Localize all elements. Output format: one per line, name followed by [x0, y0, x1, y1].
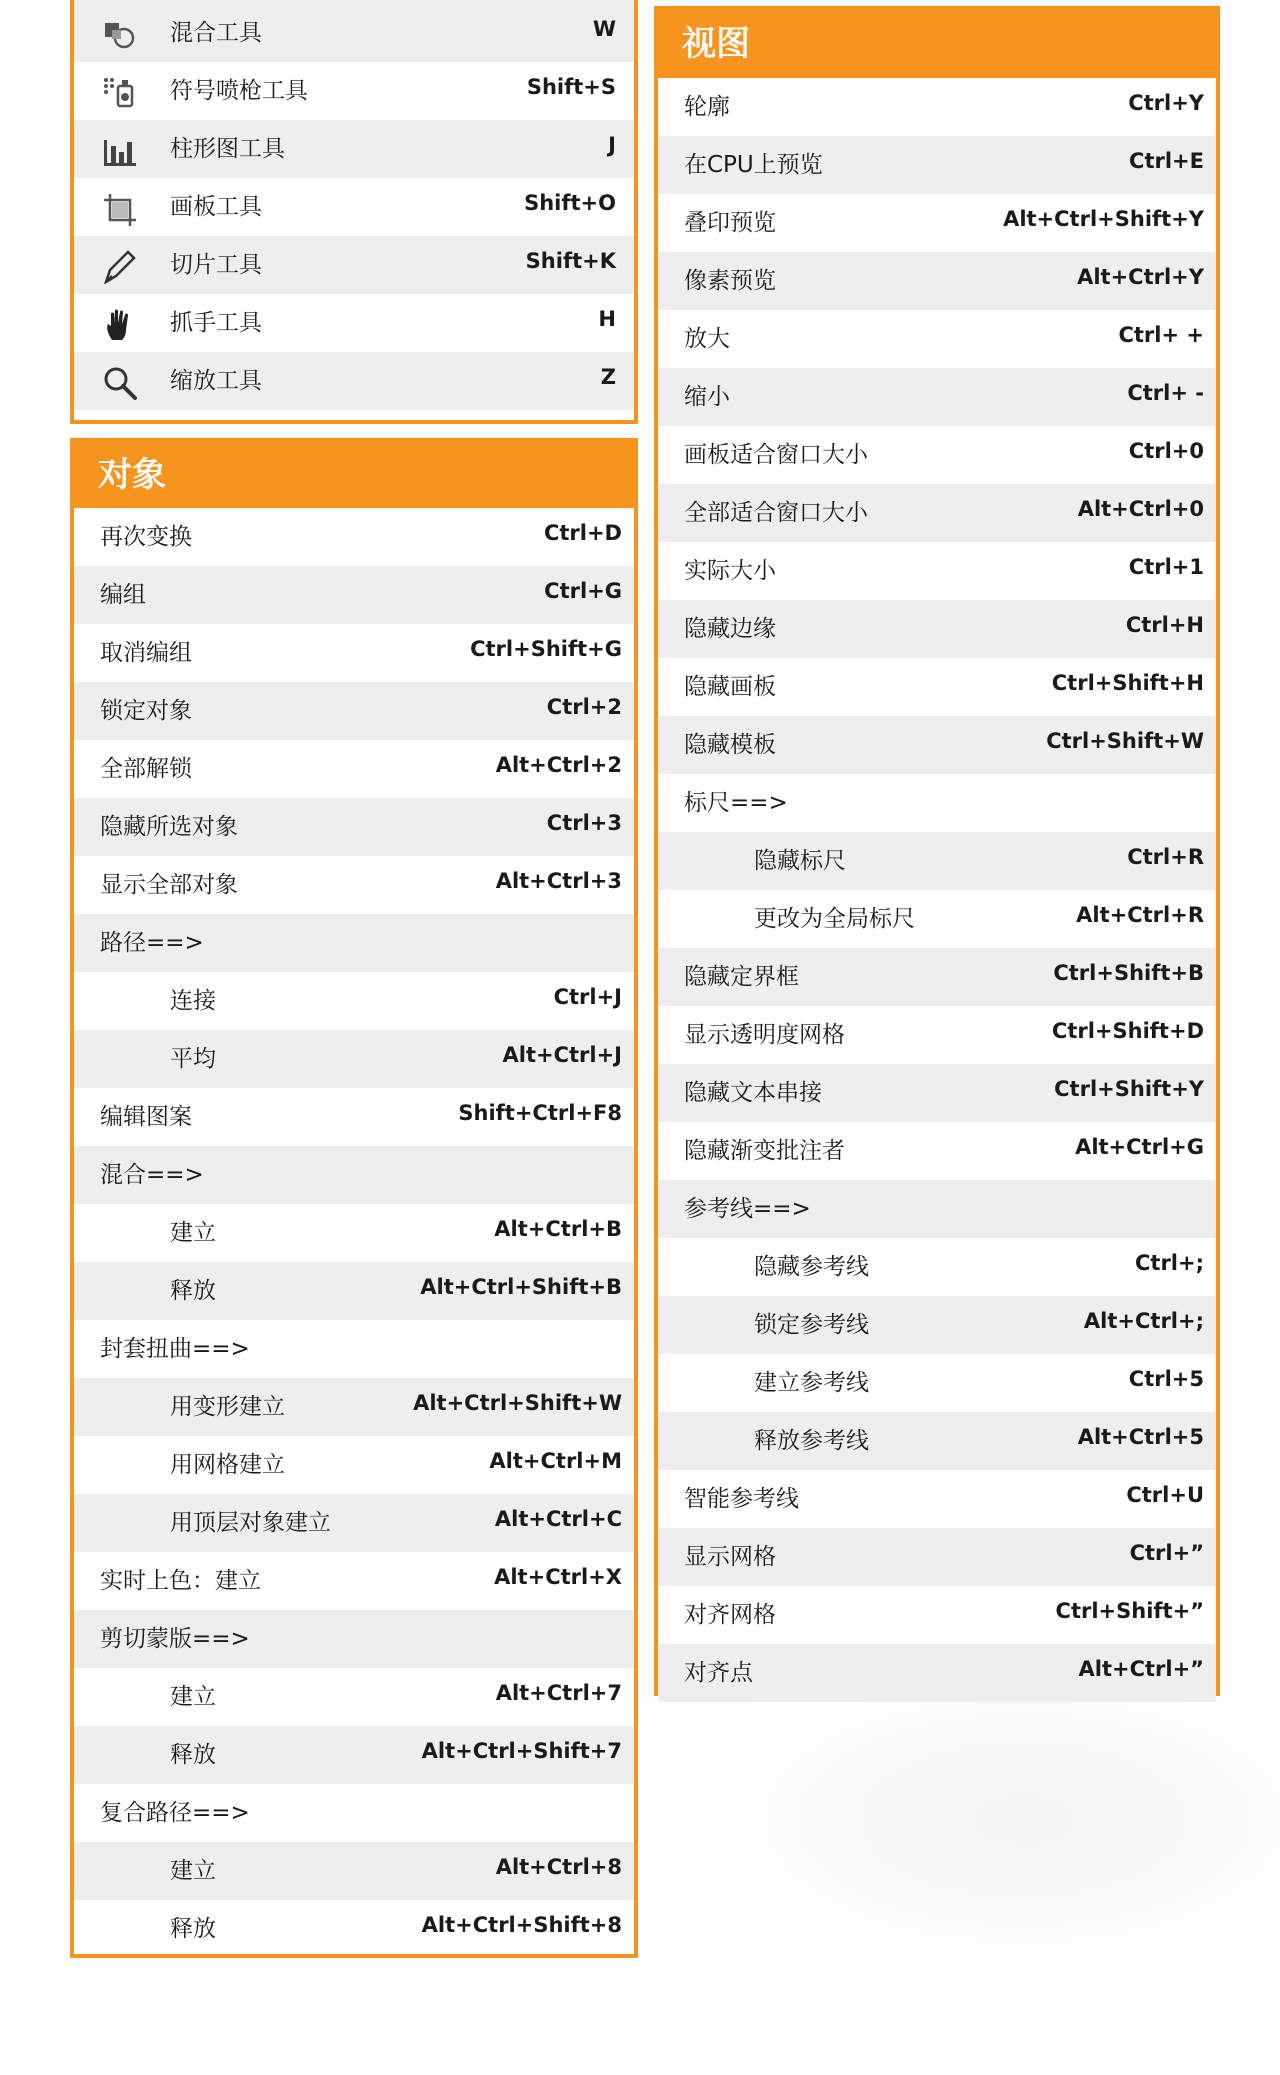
shortcut-key: Ctrl+Shift+D	[1051, 1019, 1204, 1043]
command-label: 显示网格	[684, 1544, 776, 1570]
shortcut-row	[658, 1064, 1216, 1122]
column-graph-icon	[102, 132, 138, 166]
command-label: 封套扭曲==>	[100, 1336, 250, 1362]
shortcut-key: J	[608, 133, 616, 157]
tool-label: 符号喷枪工具	[170, 78, 308, 104]
shortcut-row	[74, 1088, 634, 1146]
tool-label: 混合工具	[170, 20, 262, 46]
command-label: 隐藏边缘	[684, 616, 776, 642]
command-label: 实时上色：建立	[100, 1568, 261, 1594]
command-label: 平均	[170, 1046, 216, 1072]
shortcut-row	[658, 426, 1216, 484]
shortcut-row	[74, 1146, 634, 1204]
shortcut-row	[74, 1262, 634, 1320]
command-label: 复合路径==>	[100, 1800, 250, 1826]
shortcut-key: Alt+Ctrl+G	[1075, 1135, 1204, 1159]
command-label: 取消编组	[100, 640, 192, 666]
command-label: 建立	[170, 1220, 216, 1246]
shortcut-key: Ctrl+2	[546, 695, 622, 719]
command-label: 在CPU上预览	[684, 152, 823, 178]
tool-row	[74, 294, 634, 352]
object-panel-title: 对象	[74, 442, 634, 508]
shortcut-key: Alt+Ctrl+”	[1078, 1657, 1204, 1681]
background-shadow	[640, 1700, 1280, 2000]
shortcut-row	[74, 1900, 634, 1958]
shortcut-row	[658, 1006, 1216, 1064]
shortcut-key: Ctrl+3	[546, 811, 622, 835]
shortcut-key: Alt+Ctrl+Shift+W	[413, 1391, 622, 1415]
command-label: 释放	[170, 1278, 216, 1304]
command-label: 编组	[100, 582, 146, 608]
shortcut-row	[658, 1412, 1216, 1470]
command-label: 隐藏画板	[684, 674, 776, 700]
shortcut-key: Ctrl+Shift+H	[1051, 671, 1204, 695]
shortcut-key: Shift+K	[525, 249, 616, 273]
shortcut-row	[658, 136, 1216, 194]
shortcut-key: Alt+Ctrl+5	[1077, 1425, 1204, 1449]
shortcut-key: Ctrl+Shift+G	[470, 637, 622, 661]
artboard-tool-icon	[102, 190, 138, 224]
command-label: 用顶层对象建立	[170, 1510, 331, 1536]
shortcut-key: Ctrl+Shift+B	[1053, 961, 1204, 985]
command-label: 剪切蒙版==>	[100, 1626, 250, 1652]
command-label: 实际大小	[684, 558, 776, 584]
shortcut-row	[74, 508, 634, 566]
command-label: 更改为全局标尺	[754, 906, 915, 932]
tool-label: 切片工具	[170, 252, 262, 278]
command-label: 轮廓	[684, 94, 730, 120]
shortcut-row	[658, 542, 1216, 600]
shortcut-row	[658, 1644, 1216, 1702]
shortcut-key: Ctrl+Shift+W	[1046, 729, 1204, 753]
shortcut-row	[74, 1494, 634, 1552]
command-label: 对齐网格	[684, 1602, 776, 1628]
command-label: 参考线==>	[684, 1196, 811, 1222]
command-label: 放大	[684, 326, 730, 352]
shortcut-row	[74, 798, 634, 856]
shortcut-row	[658, 890, 1216, 948]
command-label: 缩小	[684, 384, 730, 410]
shortcut-key: Ctrl+5	[1128, 1367, 1204, 1391]
command-label: 隐藏文本串接	[684, 1080, 822, 1106]
shortcut-row	[74, 1204, 634, 1262]
shortcut-row	[74, 972, 634, 1030]
view-shortcut-list	[658, 78, 1216, 1702]
symbol-sprayer-icon	[102, 74, 138, 108]
shortcut-row	[658, 1296, 1216, 1354]
command-label: 画板适合窗口大小	[684, 442, 868, 468]
shortcut-key: Alt+Ctrl+2	[495, 753, 622, 777]
shortcut-key: Ctrl+G	[544, 579, 622, 603]
command-label: 对齐点	[684, 1660, 753, 1686]
shortcut-row	[658, 948, 1216, 1006]
shortcut-key: W	[592, 17, 616, 41]
shortcut-key: Alt+Ctrl+Shift+B	[420, 1275, 622, 1299]
command-label: 释放	[170, 1742, 216, 1768]
shortcut-key: Ctrl+”	[1129, 1541, 1204, 1565]
tools-list	[74, 4, 634, 410]
shortcut-row	[74, 1320, 634, 1378]
command-label: 隐藏标尺	[754, 848, 846, 874]
shortcut-row	[658, 1238, 1216, 1296]
shortcut-key: Alt+Ctrl+M	[489, 1449, 622, 1473]
command-label: 连接	[170, 988, 216, 1014]
view-panel-title: 视图	[658, 10, 1216, 78]
view-panel	[654, 6, 1220, 1696]
shortcut-key: Ctrl+R	[1127, 845, 1204, 869]
command-label: 全部适合窗口大小	[684, 500, 868, 526]
shortcut-key: Alt+Ctrl+X	[494, 1565, 622, 1589]
tool-label: 抓手工具	[170, 310, 262, 336]
command-label: 智能参考线	[684, 1486, 799, 1512]
shortcut-row	[74, 1726, 634, 1784]
shortcut-key: Alt+Ctrl+Shift+8	[421, 1913, 622, 1937]
shortcut-row	[658, 78, 1216, 136]
shortcut-key: Ctrl+H	[1125, 613, 1204, 637]
command-label: 建立	[170, 1858, 216, 1884]
tool-row	[74, 4, 634, 62]
command-label: 用网格建立	[170, 1452, 285, 1478]
shortcut-key: Z	[600, 365, 616, 389]
shortcut-key: Ctrl+ -	[1127, 381, 1204, 405]
shortcut-row	[658, 310, 1216, 368]
shortcut-row	[74, 624, 634, 682]
command-label: 编辑图案	[100, 1104, 192, 1130]
shortcut-row	[74, 1610, 634, 1668]
shortcut-row	[658, 600, 1216, 658]
slice-tool-icon	[102, 248, 138, 282]
shortcut-row	[74, 740, 634, 798]
blend-tool-icon	[102, 16, 138, 50]
shortcut-key: Ctrl+;	[1135, 1251, 1204, 1275]
shortcut-key: Alt+Ctrl+8	[495, 1855, 622, 1879]
shortcut-row	[74, 856, 634, 914]
tools-panel	[70, 0, 638, 424]
tool-row	[74, 236, 634, 294]
command-label: 锁定参考线	[754, 1312, 869, 1338]
shortcut-key: Ctrl+Shift+Y	[1054, 1077, 1204, 1101]
shortcut-row	[74, 1784, 634, 1842]
command-label: 隐藏渐变批注者	[684, 1138, 845, 1164]
shortcut-key: Ctrl+0	[1128, 439, 1204, 463]
shortcut-row	[658, 252, 1216, 310]
command-label: 像素预览	[684, 268, 776, 294]
command-label: 隐藏参考线	[754, 1254, 869, 1280]
shortcut-row	[74, 1552, 634, 1610]
shortcut-row	[658, 194, 1216, 252]
shortcut-row	[74, 1030, 634, 1088]
command-label: 再次变换	[100, 524, 192, 550]
object-shortcut-list	[74, 508, 634, 1958]
shortcut-key: Alt+Ctrl+Shift+Y	[1003, 207, 1204, 231]
tool-label: 柱形图工具	[170, 136, 285, 162]
shortcut-key: Ctrl+J	[553, 985, 622, 1009]
command-label: 用变形建立	[170, 1394, 285, 1420]
shortcut-key: Ctrl+Shift+”	[1055, 1599, 1204, 1623]
command-label: 锁定对象	[100, 698, 192, 724]
shortcut-row	[658, 1122, 1216, 1180]
shortcut-key: Alt+Ctrl+Shift+7	[421, 1739, 622, 1763]
shortcut-key: Alt+Ctrl+B	[494, 1217, 622, 1241]
command-label: 隐藏所选对象	[100, 814, 238, 840]
shortcut-key: Ctrl+1	[1128, 555, 1204, 579]
tool-row	[74, 62, 634, 120]
shortcut-key: Shift+Ctrl+F8	[458, 1101, 622, 1125]
shortcut-key: Alt+Ctrl+Y	[1077, 265, 1204, 289]
command-label: 标尺==>	[684, 790, 788, 816]
command-label: 释放参考线	[754, 1428, 869, 1454]
command-label: 显示全部对象	[100, 872, 238, 898]
command-label: 全部解锁	[100, 756, 192, 782]
shortcut-row	[658, 1528, 1216, 1586]
command-label: 隐藏模板	[684, 732, 776, 758]
shortcut-row	[74, 1436, 634, 1494]
shortcut-key: H	[598, 307, 616, 331]
tool-row	[74, 120, 634, 178]
shortcut-row	[74, 682, 634, 740]
shortcut-key: Ctrl+E	[1129, 149, 1204, 173]
shortcut-key: Alt+Ctrl+C	[494, 1507, 622, 1531]
command-label: 路径==>	[100, 930, 204, 956]
shortcut-row	[74, 1668, 634, 1726]
command-label: 叠印预览	[684, 210, 776, 236]
shortcut-row	[658, 1180, 1216, 1238]
shortcut-key: Alt+Ctrl+R	[1076, 903, 1204, 927]
shortcut-row	[658, 774, 1216, 832]
shortcut-row	[74, 1378, 634, 1436]
tool-label: 画板工具	[170, 194, 262, 220]
zoom-tool-icon	[102, 364, 138, 398]
shortcut-key: Alt+Ctrl+0	[1077, 497, 1204, 521]
shortcut-key: Ctrl+U	[1126, 1483, 1204, 1507]
shortcut-key: Alt+Ctrl+J	[502, 1043, 622, 1067]
tool-label: 缩放工具	[170, 368, 262, 394]
shortcut-row	[658, 658, 1216, 716]
shortcut-key: Alt+Ctrl+3	[495, 869, 622, 893]
shortcut-row	[658, 716, 1216, 774]
shortcut-row	[658, 1470, 1216, 1528]
command-label: 建立	[170, 1684, 216, 1710]
command-label: 混合==>	[100, 1162, 204, 1188]
shortcut-key: Ctrl+D	[543, 521, 622, 545]
shortcut-row	[658, 1354, 1216, 1412]
object-panel	[70, 438, 638, 1958]
shortcut-row	[74, 1842, 634, 1900]
command-label: 建立参考线	[754, 1370, 869, 1396]
shortcut-key: Shift+S	[526, 75, 616, 99]
shortcut-key: Shift+O	[524, 191, 616, 215]
command-label: 显示透明度网格	[684, 1022, 845, 1048]
shortcut-key: Alt+Ctrl+;	[1083, 1309, 1204, 1333]
tool-row	[74, 178, 634, 236]
shortcut-row	[658, 1586, 1216, 1644]
shortcut-key: Alt+Ctrl+7	[495, 1681, 622, 1705]
shortcut-row	[658, 484, 1216, 542]
shortcut-row	[658, 832, 1216, 890]
command-label: 释放	[170, 1916, 216, 1942]
shortcut-row	[74, 566, 634, 624]
shortcut-row	[658, 368, 1216, 426]
tool-row	[74, 352, 634, 410]
shortcut-row	[74, 914, 634, 972]
hand-tool-icon	[102, 306, 138, 340]
command-label: 隐藏定界框	[684, 964, 799, 990]
shortcut-key: Ctrl+ +	[1118, 323, 1204, 347]
shortcut-key: Ctrl+Y	[1128, 91, 1204, 115]
